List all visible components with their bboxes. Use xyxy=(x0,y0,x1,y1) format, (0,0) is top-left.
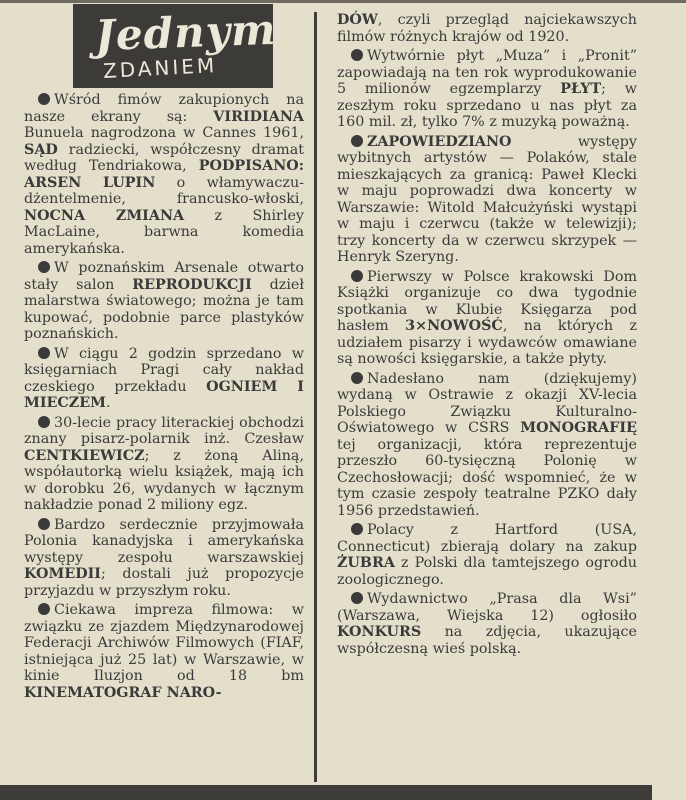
news-item: ZAPOWIEDZIANO występy wybitnych artystów — Polaków, stale mieszkających za granicą: Paweł Klecki w maju poprowadzi dwa koncerty w Warszawie: Witold Małcużyński wystąpi w maju i czerwcu (także w telewizji); trzy koncerty da w czerwcu skrzypek — Henryk Szeryng. xyxy=(337,133,637,265)
bullet-icon xyxy=(38,518,50,530)
right-column xyxy=(337,12,637,660)
bullet-icon xyxy=(351,270,363,282)
bullet-icon xyxy=(38,603,50,615)
bullet-icon xyxy=(38,93,50,105)
bullet-icon xyxy=(38,416,50,428)
bottom-rule xyxy=(0,785,652,800)
news-item: Bardzo serdecznie przyjmowała Polonia kanadyjska i amerykańska występy zespołu warszawskiej KOMEDII; dostali już propozycje przyjazdu w przyszłym roku. xyxy=(24,516,304,599)
news-item: Pierwszy w Polsce krakowski Dom Książki organizuje co dwa tygodnie spotkania w Klubie Księgarza pod hasłem 3×NOWOŚĆ, na których z udziałem pisarzy i wydawców omawiane są nowości księgarskie, a także płyty. xyxy=(337,268,637,367)
news-item: Nadesłano nam (dziękujemy) wydaną w Ostrawie z okazji XV-lecia Polskiego Związku Kulturalno-Oświatowego w CSRS MONOGRAFIĘ tej organizacji, która reprezentuje przeszło 60-tysięczną Polonię w Czechosłowacji; dość wspomnieć, że w tym czasie zespoły teatralne PZKO dały 1956 przedstawień. xyxy=(337,370,637,519)
masthead-title-caps: ZDANIEM xyxy=(102,53,218,83)
masthead-title-script: Jednym xyxy=(94,4,278,61)
news-item: Wytwórnie płyt „Muza” i „Pronit” zapowiadają na ten rok wyprodukowanie 5 milionów egzemplarzy PŁYT; w zeszłym roku sprzedano u nas płyt za 160 mil. zł, tylko 7% z muzyką poważną. xyxy=(337,48,637,130)
news-item: Polacy z Hartford (USA, Connecticut) zbierają dolary na zakup ŻUBRA z Polski dla tamtejszego ogrodu zoologicznego. xyxy=(337,522,637,588)
news-item: W poznańskim Arsenale otwarto stały salon REPRODUKCJI dzieł malarstwa światowego; można je tam kupować, podobnie parce plastyków poznańskich. xyxy=(24,260,305,342)
news-item: Wydawnictwo „Prasa dla Wsi” (Warszawa, Wiejska 12) ogłosiło KONKURS na zdjęcia, ukazujące współczesną wieś polską. xyxy=(337,591,637,657)
top-rule xyxy=(0,0,686,3)
news-item-continuation: DÓW, czyli przegląd najciekawszych filmów różnych krajów od 1920. xyxy=(337,12,637,45)
left-column xyxy=(24,92,304,704)
masthead xyxy=(73,4,278,88)
news-item: 30-lecie pracy literackiej obchodzi znany pisarz-polarnik inż. Czesław CENTKIEWICZ; z żoną Aliną, współautorką wielu książek, mają ich w dorobku 26, wydanych w łącznym nakładzie ponad 2 miliony egz. xyxy=(24,414,304,513)
bullet-icon xyxy=(351,523,363,535)
bullet-icon xyxy=(38,261,50,273)
bullet-icon xyxy=(38,347,50,359)
bullet-icon xyxy=(351,592,363,604)
column-divider xyxy=(314,12,317,782)
news-item: Wśród fimów zakupionych na nasze ekrany są: VIRIDIANA Bunuela nagrodzona w Cannes 1961, SĄD radziecki, współczesny dramat według Tendriakowa, PODPISANO: ARSEN LUPIN o włamywaczu-dżentelmenie, francusko-włoski, NOCNA ZMIANA z Shirley MacLaine, barwna komedia amerykańska. xyxy=(24,92,305,257)
news-item: Ciekawa impreza filmowa: w związku ze zjazdem Międzynarodowej Federacji Archiwów Filmowych (FIAF, istniejąca już 25 lat) w Warszawie, w kinie Iluzjon od 18 bm KINEMATOGRAF NARO- xyxy=(24,602,304,701)
bullet-icon xyxy=(351,49,363,61)
news-item: W ciągu 2 godzin sprzedano w księgarniach Pragi cały nakład czeskiego przekładu OGNIEM I MIECZEM. xyxy=(24,345,304,411)
bullet-icon xyxy=(351,135,363,147)
bullet-icon xyxy=(351,372,363,384)
